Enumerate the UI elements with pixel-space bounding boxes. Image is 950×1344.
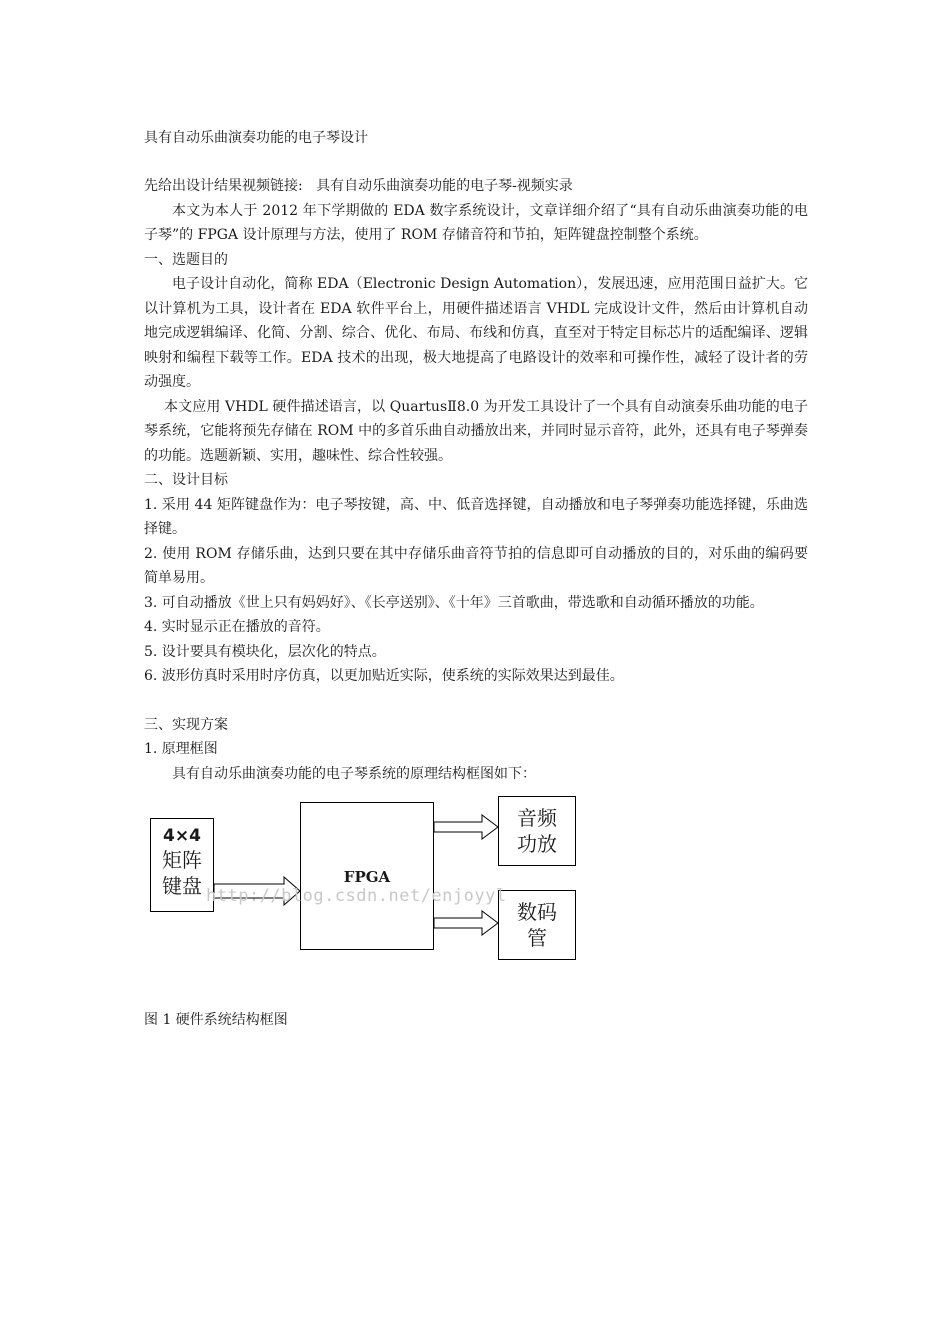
subsection1-heading: 1. 原理框图	[144, 741, 218, 757]
figure-caption: 图 1 硬件系统结构框图	[144, 1012, 288, 1028]
display-label-1: 数码	[517, 900, 557, 924]
section3-heading: 三、实现方案	[144, 716, 228, 733]
arrow-fpga-to-audio	[434, 815, 498, 839]
watermark-text: http://blog.csdn.net/enjoyyl	[206, 886, 507, 906]
goal-item-5: 5. 设计要具有模块化，层次化的特点。	[144, 643, 386, 660]
video-prefix: 先给出设计结果视频链接:	[144, 178, 303, 194]
section1-heading: 一、选题目的	[144, 251, 228, 268]
seven-segment-display-block	[498, 890, 576, 960]
fpga-label: FPGA	[343, 868, 391, 886]
audio-label-1: 音频	[517, 806, 557, 830]
spacer	[144, 150, 808, 174]
goal-item-4: 4. 实时显示正在播放的音符。	[144, 619, 330, 635]
spacer	[144, 994, 808, 1008]
hardware-block-diagram	[144, 794, 808, 994]
section1-paragraph-1: 电子设计自动化，简称 EDA（Electronic Design Automation），发展迅速，应用范围日益扩大。它以计算机为工具，设计者在 EDA 软件平台上，用硬件描述语言 VHDL 完成设计文件，然后由计算机自动地完成逻辑编译、化简、分割、综合、优化、布局、布线和仿真，直至对于特定目标芯片的适配编译、逻辑映射和编程下载等工作。EDA 技术的出现，极大地提高了电路设计的效率和可操作性，减轻了设计者的劳动强度。	[144, 276, 808, 390]
display-label-2: 管	[527, 926, 547, 950]
keyboard-label-1: 4×4	[163, 826, 201, 846]
audio-label-2: 功放	[517, 832, 557, 856]
keyboard-label-2: 矩阵	[162, 848, 202, 872]
fpga-block	[300, 802, 434, 950]
section2-heading: 二、设计目标	[144, 472, 228, 488]
goal-item-3: 3. 可自动播放《世上只有妈妈好》、《长亭送别》、《十年》三首歌曲，带选歌和自动循环播放的功能。	[144, 594, 764, 611]
document-title: 具有自动乐曲演奏功能的电子琴设计	[144, 130, 368, 146]
audio-amplifier-block	[498, 796, 576, 866]
arrow-fpga-to-display	[434, 911, 498, 935]
goal-item-2: 2. 使用 ROM 存储乐曲，达到只要在其中存储乐曲音符节拍的信息即可自动播放的目的，对乐曲的编码要简单易用。	[144, 545, 808, 586]
intro-paragraph: 本文为本人于 2012 年下学期做的 EDA 数字系统设计，文章详细介绍了“具有自动乐曲演奏功能的电子琴”的 FPGA 设计原理与方法，使用了 ROM 存储音符和节拍，矩阵键盘控制整个系统。	[144, 202, 808, 243]
goal-item-6: 6. 波形仿真时采用时序仿真，以更加贴近实际，使系统的实际效果达到最佳。	[144, 668, 624, 684]
subsection1-text: 具有自动乐曲演奏功能的电子琴系统的原理结构框图如下：	[172, 765, 536, 782]
video-line	[144, 174, 808, 199]
keyboard-block	[150, 818, 214, 912]
document-page	[144, 126, 808, 1032]
keyboard-label-3: 键盘	[162, 874, 202, 898]
goal-item-1: 1. 采用 44 矩阵键盘作为：电子琴按键，高、中、低音选择键，自动播放和电子琴弹奏功能选择键，乐曲选择键。	[144, 496, 808, 537]
section1-paragraph-2: 本文应用 VHDL 硬件描述语言，以 QuartusⅡ8.0 为开发工具设计了一个具有自动演奏乐曲功能的电子琴系统，它能将预先存储在 ROM 中的多首乐曲自动播放出来，并同时显示音符，此外，还具有电子琴弹奏的功能。选题新颖、实用，趣味性、综合性较强。	[144, 398, 808, 464]
spacer	[144, 689, 808, 713]
video-link[interactable]: 具有自动乐曲演奏功能的电子琴-视频实录	[316, 178, 573, 194]
